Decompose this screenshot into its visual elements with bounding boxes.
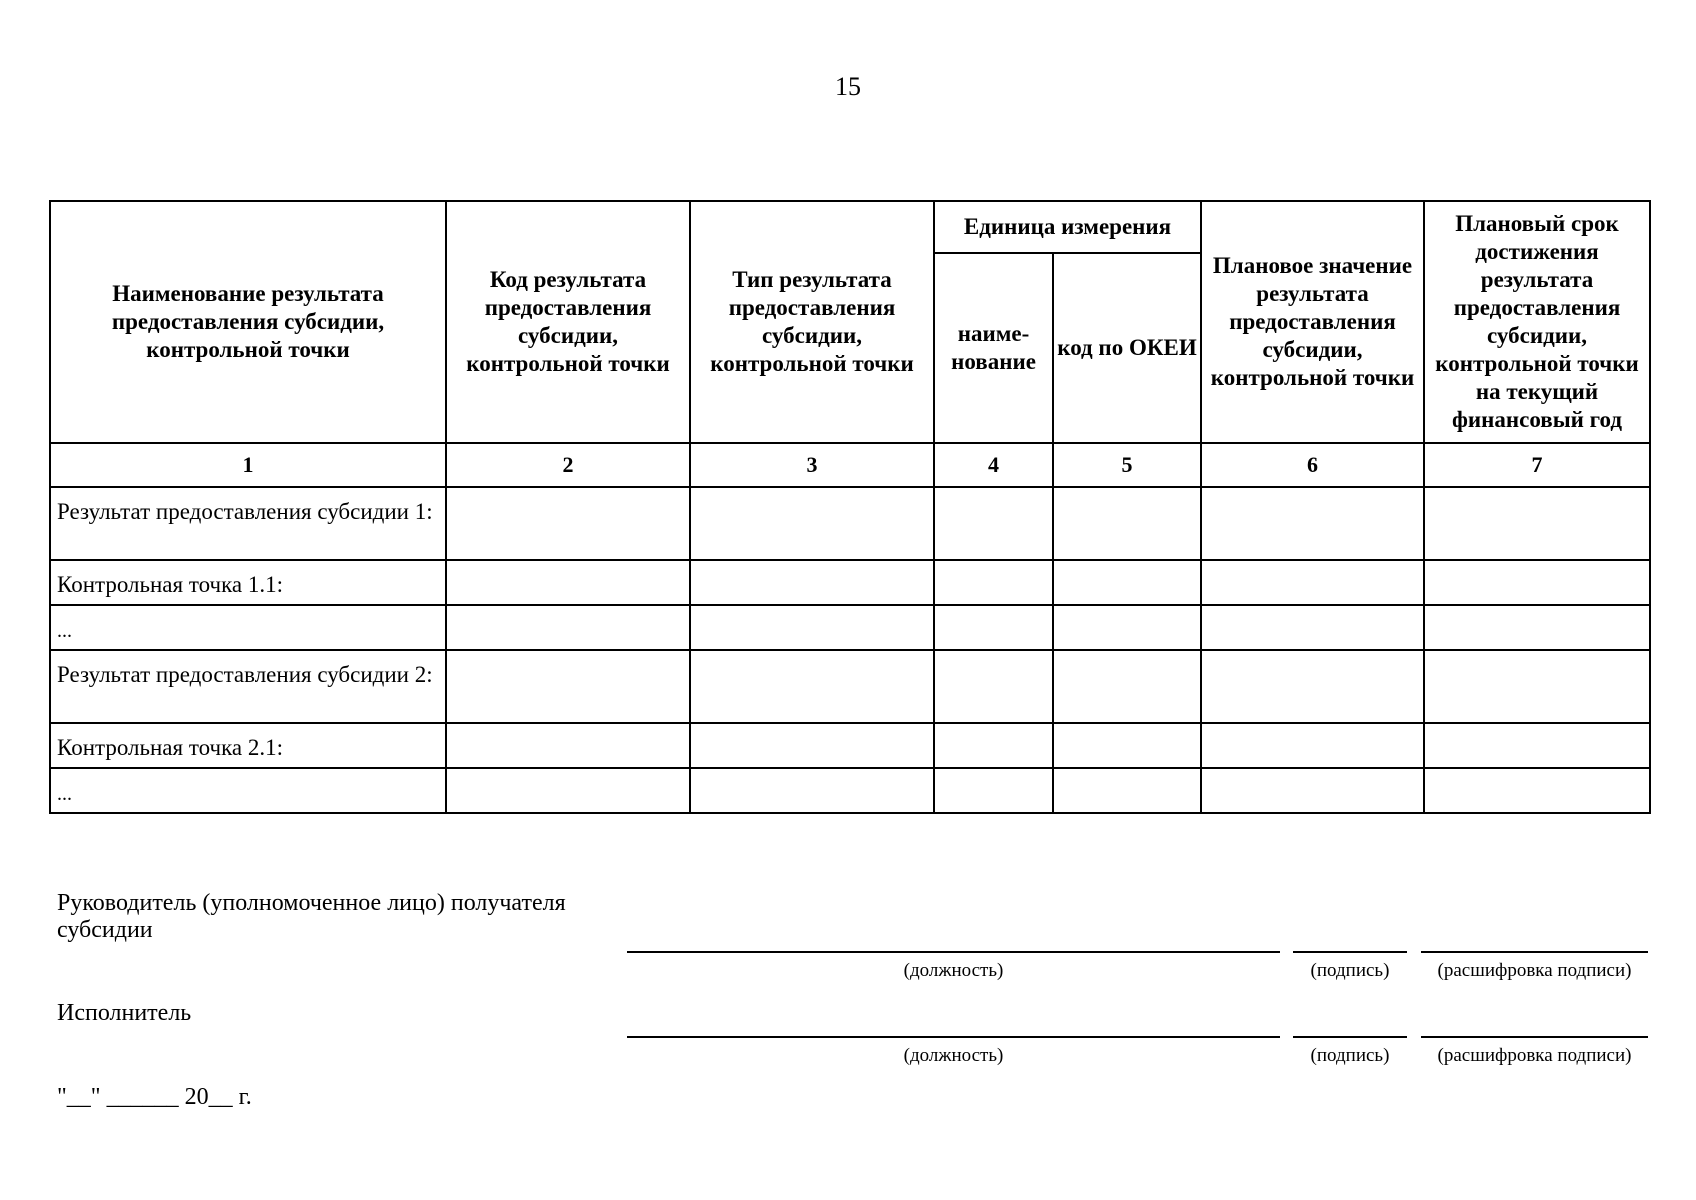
cell-plan-date[interactable] [1424, 768, 1650, 813]
column-number: 4 [934, 443, 1053, 487]
table-row [50, 768, 1650, 813]
header-unit-name: наиме-нование [934, 253, 1053, 443]
header-name: Наименование результата предоставления субсидии, контрольной точки [50, 201, 446, 443]
table-row [50, 650, 1650, 723]
column-number: 5 [1053, 443, 1201, 487]
row-name: ... [50, 768, 446, 813]
row-name: Результат предоставления субсидии 2: [50, 650, 446, 723]
head-decoding-caption: (расшифровка подписи) [1437, 960, 1632, 981]
executor-position-caption: (должность) [903, 1045, 1004, 1066]
cell-code[interactable] [446, 605, 690, 650]
row-name: Результат предоставления субсидии 1: [50, 487, 446, 560]
header-unit-group: Единица измерения [934, 201, 1201, 253]
header-row [50, 201, 1650, 253]
table-row [50, 487, 1650, 560]
cell-unit-name[interactable] [934, 768, 1053, 813]
header-plan-value: Плановое значение результата предоставления субсидии, контрольной точки [1201, 201, 1424, 443]
cell-unit-name[interactable] [934, 487, 1053, 560]
cell-plan-date[interactable] [1424, 605, 1650, 650]
cell-code[interactable] [446, 650, 690, 723]
table-row [50, 560, 1650, 605]
executor-signature-line[interactable] [1293, 1036, 1407, 1038]
cell-unit-code[interactable] [1053, 560, 1201, 605]
head-decoding-line[interactable] [1421, 951, 1648, 953]
header-unit-code: код по ОКЕИ [1053, 253, 1201, 443]
executor-position-line[interactable] [627, 1036, 1280, 1038]
column-number: 2 [446, 443, 690, 487]
cell-type[interactable] [690, 650, 934, 723]
cell-plan-value[interactable] [1201, 768, 1424, 813]
page-number: 15 [835, 72, 861, 101]
cell-type[interactable] [690, 560, 934, 605]
column-number: 3 [690, 443, 934, 487]
date-line[interactable]: "__" ______ 20__ г. [57, 1084, 252, 1110]
column-number-row [50, 443, 1650, 487]
cell-unit-name[interactable] [934, 723, 1053, 768]
executor-label: Исполнитель [57, 1000, 192, 1026]
cell-unit-name[interactable] [934, 605, 1053, 650]
head-signature-line[interactable] [1293, 951, 1407, 953]
cell-plan-value[interactable] [1201, 487, 1424, 560]
cell-plan-value[interactable] [1201, 560, 1424, 605]
row-name: Контрольная точка 2.1: [50, 723, 446, 768]
cell-plan-value[interactable] [1201, 605, 1424, 650]
head-position-caption: (должность) [903, 960, 1004, 981]
cell-code[interactable] [446, 768, 690, 813]
header-plan-date: Плановый срок достижения результата предоставления субсидии, контрольной точки на текущий финансовый год [1424, 201, 1650, 443]
row-name: Контрольная точка 1.1: [50, 560, 446, 605]
cell-plan-value[interactable] [1201, 723, 1424, 768]
cell-plan-date[interactable] [1424, 650, 1650, 723]
cell-code[interactable] [446, 723, 690, 768]
cell-unit-name[interactable] [934, 560, 1053, 605]
executor-decoding-line[interactable] [1421, 1036, 1648, 1038]
cell-plan-date[interactable] [1424, 560, 1650, 605]
cell-type[interactable] [690, 768, 934, 813]
header-code: Код результата предоставления субсидии, контрольной точки [446, 201, 690, 443]
cell-unit-code[interactable] [1053, 650, 1201, 723]
cell-unit-code[interactable] [1053, 605, 1201, 650]
cell-unit-code[interactable] [1053, 487, 1201, 560]
head-position-line[interactable] [627, 951, 1280, 953]
cell-type[interactable] [690, 723, 934, 768]
cell-unit-code[interactable] [1053, 768, 1201, 813]
column-number: 7 [1424, 443, 1650, 487]
results-table [49, 200, 1651, 814]
cell-code[interactable] [446, 487, 690, 560]
cell-type[interactable] [690, 605, 934, 650]
row-name: ... [50, 605, 446, 650]
header-type: Тип результата предоставления субсидии, контрольной точки [690, 201, 934, 443]
cell-type[interactable] [690, 487, 934, 560]
table-row [50, 605, 1650, 650]
column-number: 1 [50, 443, 446, 487]
cell-plan-value[interactable] [1201, 650, 1424, 723]
head-signature-caption: (подпись) [1310, 960, 1390, 981]
cell-unit-code[interactable] [1053, 723, 1201, 768]
column-number: 6 [1201, 443, 1424, 487]
head-label: Руководитель (уполномоченное лицо) получателя субсидии [57, 890, 566, 943]
cell-plan-date[interactable] [1424, 723, 1650, 768]
cell-code[interactable] [446, 560, 690, 605]
executor-signature-caption: (подпись) [1310, 1045, 1390, 1066]
table-row [50, 723, 1650, 768]
cell-plan-date[interactable] [1424, 487, 1650, 560]
executor-decoding-caption: (расшифровка подписи) [1437, 1045, 1632, 1066]
cell-unit-name[interactable] [934, 650, 1053, 723]
